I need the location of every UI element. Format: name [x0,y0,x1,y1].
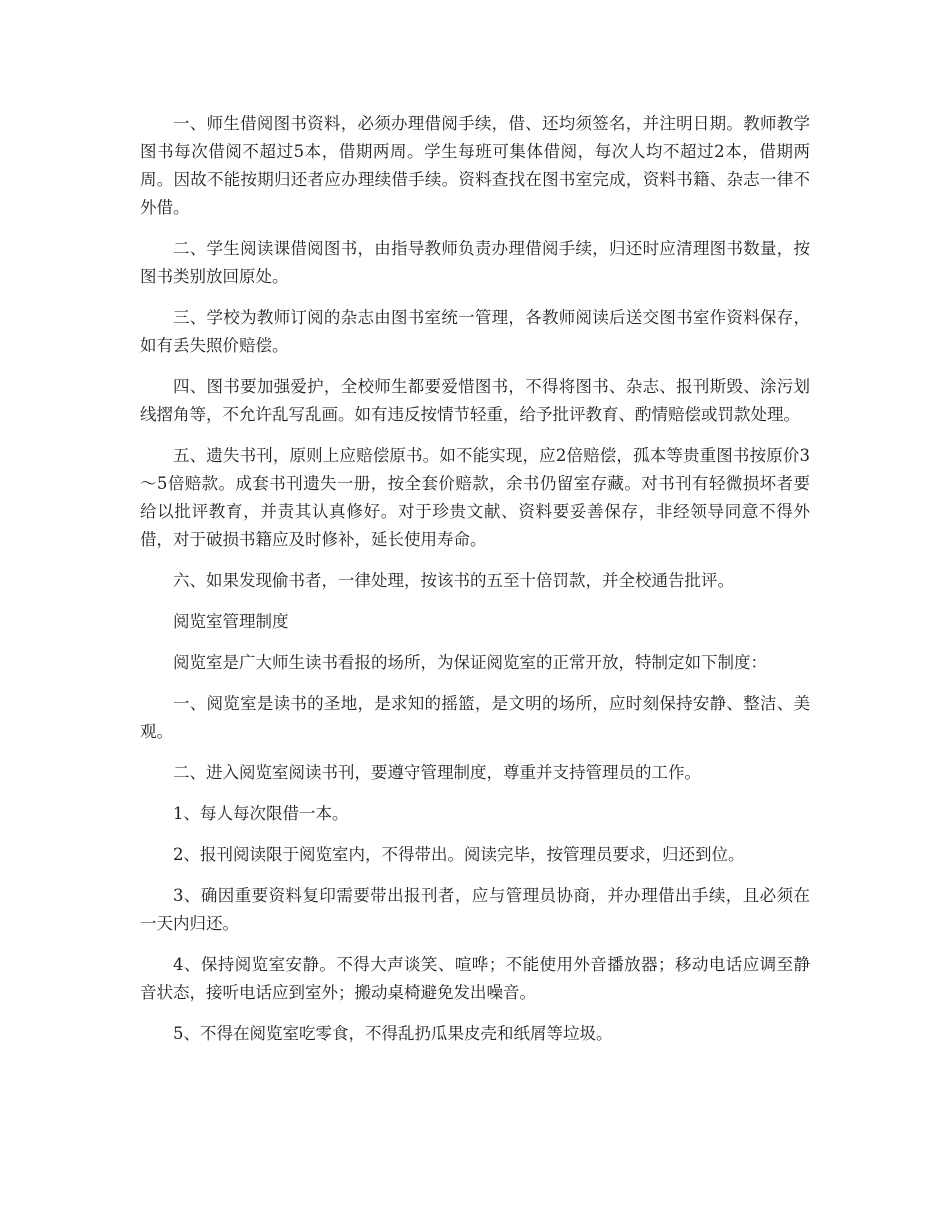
section-heading-reading-room: 阅览室管理制度 [173,612,289,631]
paragraph-reading-room-intro: 阅览室是广大师生读书看报的场所，为保证阅览室的正常开放，特制定如下制度： [173,653,767,672]
paragraph-book-care: 四、图书要加强爱护，全校师生都要爱惜图书，不得将图书、杂志、报刊斯毁、涂污划线摺角等，不允许乱写乱画。如有违反按情节轻重，给予批评教育、酌情赔偿或罚款处理。 [140,377,810,424]
list-item-1: 1、每人每次限借一本。 [173,804,349,823]
list-item-4: 4、保持阅览室安静。不得大声谈笑、喧哗；不能使用外音播放器；移动电话应调至静音状态，接听电话应到室外；搬动桌椅避免发出噪音。 [140,955,810,1002]
paragraph-reading-class: 二、学生阅读课借阅图书，由指导教师负责办理借阅手续，归还时应清理图书数量，按图书类别放回原处。 [140,239,810,286]
paragraph-borrowing-rules: 一、师生借阅图书资料，必须办理借阅手续，借、还均须签名，并注明日期。教师教学图书每次借阅不超过5本，借期两周。学生每班可集体借阅，每次人均不超过2本，借期两周。因故不能按期归还者应办理续借手续。资料查找在图书室完成，资料书籍、杂志一律不外借。 [140,114,810,217]
paragraph-reading-room-rule-2: 二、进入阅览室阅读书刊，要遵守管理制度，尊重并支持管理员的工作。 [173,763,701,782]
document-body [140,110,810,1061]
list-item-3: 3、确因重要资料复印需要带出报刊者，应与管理员协商，并办理借出手续，且必须在一天内归还。 [140,886,810,933]
paragraph-lost-books: 五、遗失书刊，原则上应赔偿原书。如不能实现，应2倍赔偿，孤本等贵重图书按原价3～5倍赔款。成套书刊遗失一册，按全套价赔款，余书仍留室存藏。对书刊有轻微损坏者要给以批评教育，并责其认真修好。对于珍贵文献、资料要妥善保存，非经领导同意不得外借，对于破损书籍应及时修补，延长使用寿命。 [140,446,810,549]
list-item-2: 2、报刊阅读限于阅览室内，不得带出。阅读完毕，按管理员要求，归还到位。 [173,845,745,864]
paragraph-theft: 六、如果发现偷书者，一律处理，按该书的五至十倍罚款，并全校通告批评。 [173,571,734,590]
paragraph-reading-room-rule-1: 一、阅览室是读书的圣地，是求知的摇篮，是文明的场所，应时刻保持安静、整洁、美观。 [140,694,810,741]
paragraph-teacher-magazines: 三、学校为教师订阅的杂志由图书室统一管理，各教师阅读后送交图书室作资料保存，如有丢失照价赔偿。 [140,308,810,355]
list-item-5: 5、不得在阅览室吃零食，不得乱扔瓜果皮壳和纸屑等垃圾。 [173,1024,613,1043]
